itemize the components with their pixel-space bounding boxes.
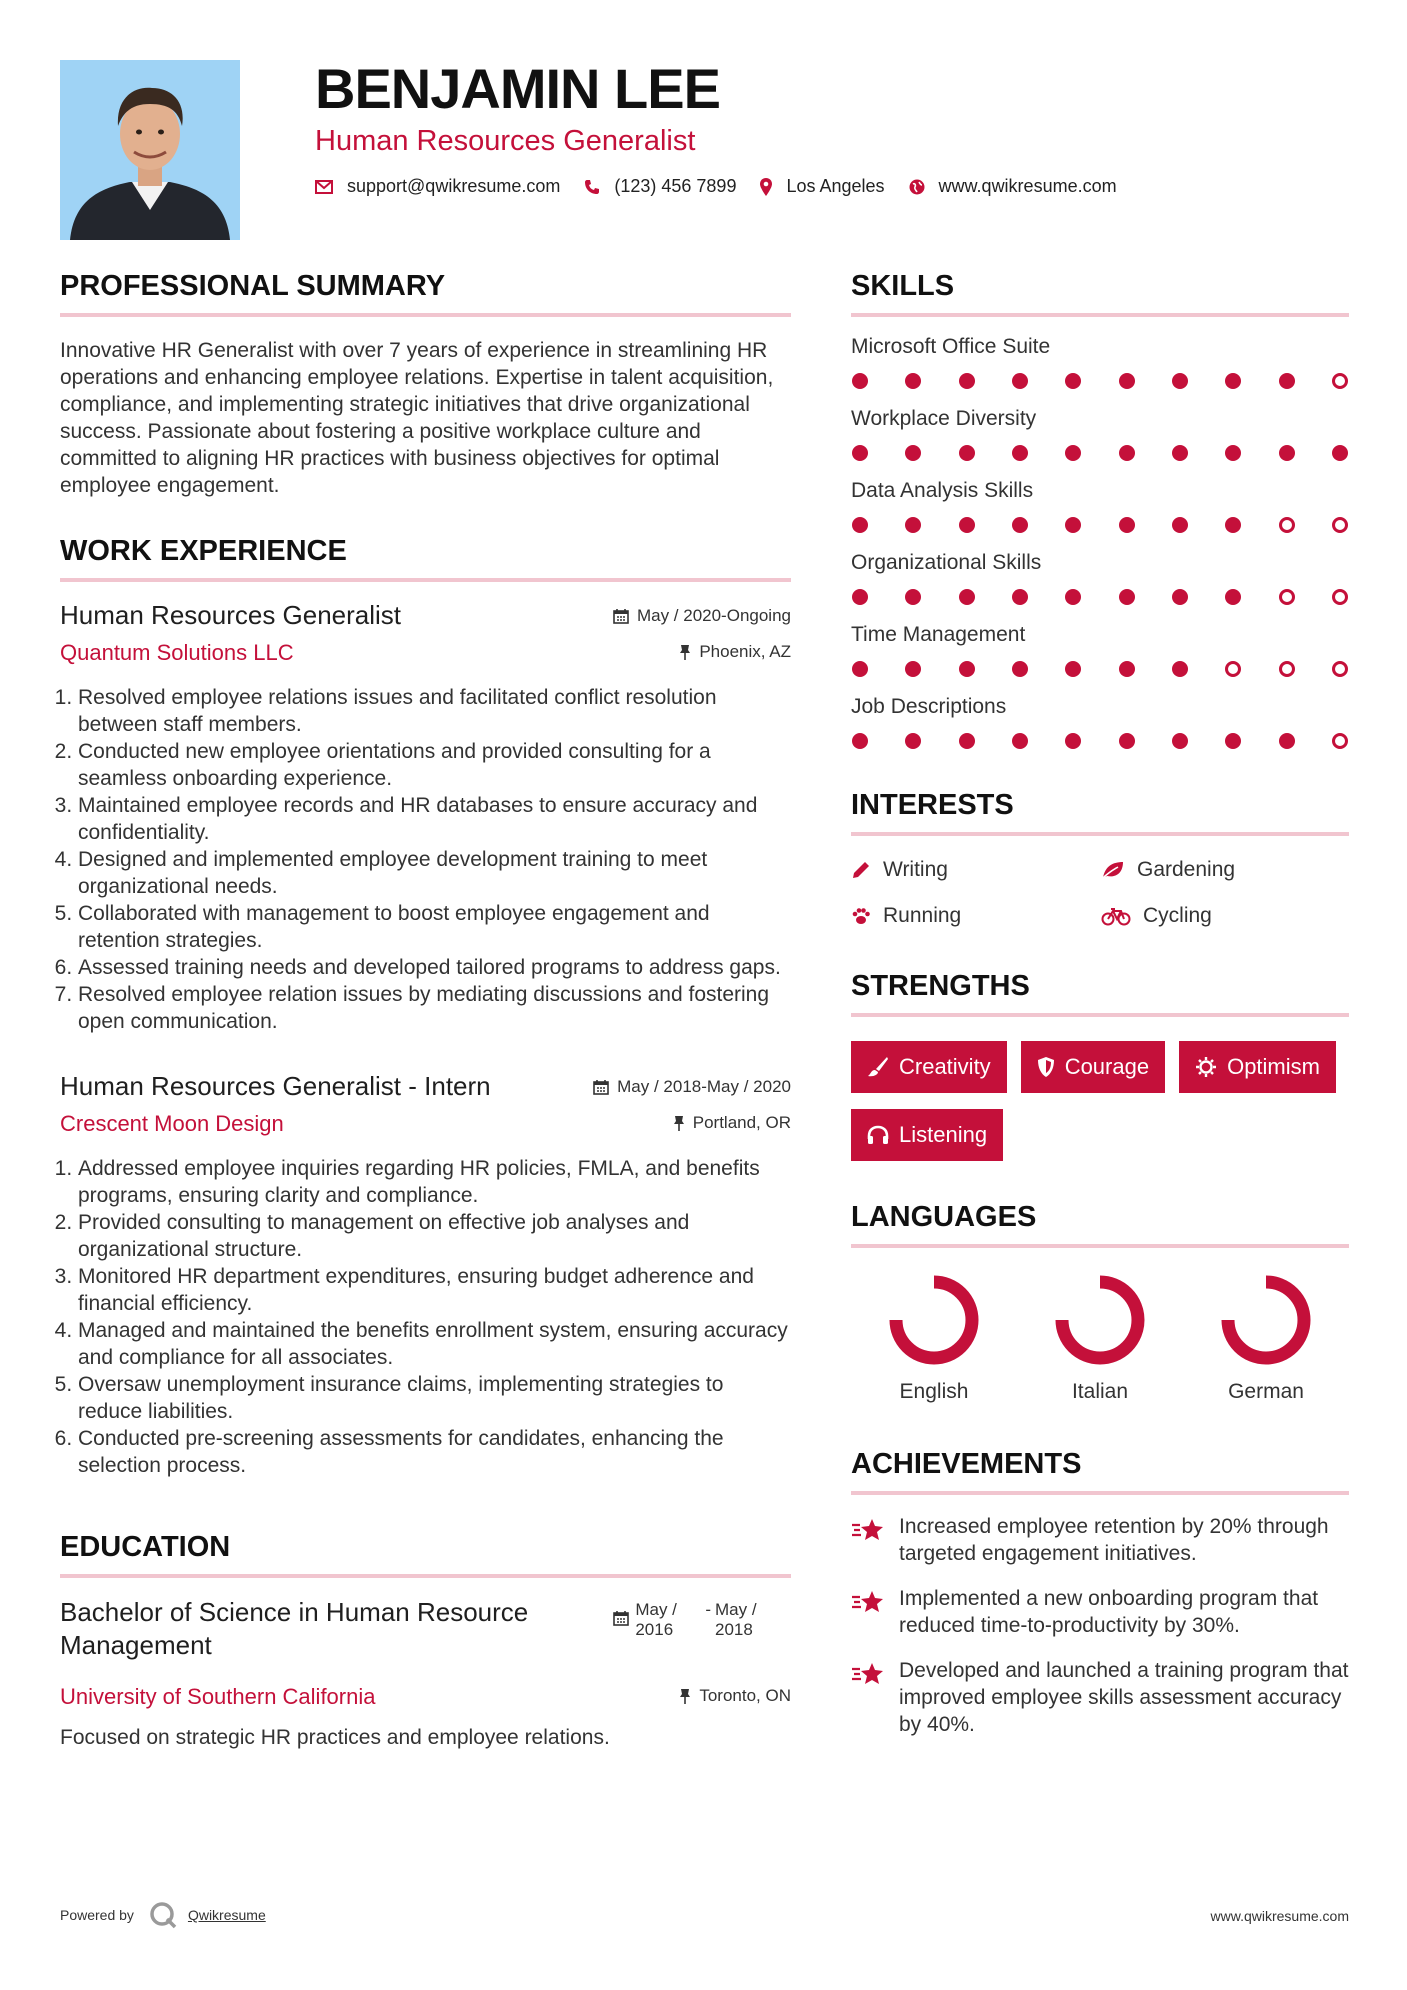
candidate-name: BENJAMIN LEE [315,57,720,120]
job-date [593,1077,791,1097]
rating-dot-empty [1279,661,1295,677]
rating-dot-filled [905,373,921,389]
skill-item [851,479,1349,533]
rating-dot-filled [852,589,868,605]
rating-dot-filled [1119,517,1135,533]
contact-phone[interactable] [584,176,736,197]
skills-heading: SKILLS [851,270,1349,317]
skill-item [851,335,1349,389]
strength-tag [851,1041,1007,1093]
map-pin-icon [760,178,772,196]
education-start-date: May / 2016 [635,1600,677,1639]
skill-name: Microsoft Office Suite [851,335,1051,358]
list-item: 4. Designed and implemented employee development training to meet organizational needs. [78,846,791,900]
rating-dot-filled [959,589,975,605]
rating-dot-empty [1332,589,1348,605]
rating-dot-filled [1172,445,1188,461]
strength-label: Creativity [899,1054,991,1079]
phone-icon [584,179,600,195]
skill-rating [851,661,1349,677]
headphones-icon [867,1125,889,1145]
rating-dot-filled [1279,733,1295,749]
interest-label: Gardening [1137,858,1236,881]
candidate-title: Human Resources Generalist [315,125,696,157]
phone-text: (123) 456 7899 [614,176,737,196]
rating-dot-filled [1065,589,1081,605]
strength-label: Listening [899,1122,988,1147]
job-company: Crescent Moon Design [60,1111,284,1136]
achievements-list [851,1513,1349,1738]
rating-dot-filled [959,373,975,389]
list-item: 6. Assessed training needs and developed tailored programs to address gaps. [78,954,791,981]
left-column [60,270,791,1750]
rating-dot-filled [959,517,975,533]
job-location-text: Portland, OR [692,1113,791,1132]
education-entry [60,1596,791,1726]
brand-link[interactable]: Qwikresume [187,1907,266,1923]
rating-dot-filled [1065,661,1081,677]
rating-dot-filled [1225,517,1241,533]
rating-dot-filled [1172,661,1188,677]
rating-dot-filled [1172,517,1188,533]
interest-item [1101,858,1351,882]
strengths-heading: STRENGTHS [851,970,1349,1017]
rating-dot-filled [905,517,921,533]
education-description: Focused on strategic HR practices and employee relations. [60,1726,610,1749]
job-location-text: Phoenix, AZ [699,642,791,661]
job-date [613,606,791,626]
rating-dot-filled [1332,445,1348,461]
interests-heading: INTERESTS [851,789,1349,836]
interest-label: Running [883,904,962,927]
rating-dot-filled [1172,733,1188,749]
pencil-icon [851,860,871,880]
paw-icon [851,906,871,926]
list-item: 3. Maintained employee records and HR databases to ensure accuracy and confidentiality. [78,792,791,846]
rating-dot-filled [959,661,975,677]
powered-by-text: Powered by [60,1907,134,1923]
rating-dot-filled [959,445,975,461]
envelope-icon [315,180,333,194]
calendar-icon [593,1079,609,1095]
contact-website[interactable] [909,176,1117,197]
footer-website[interactable]: www.qwikresume.com [1210,1908,1349,1924]
rating-dot-filled [1225,733,1241,749]
skill-item [851,551,1349,605]
rating-dot-empty [1279,517,1295,533]
language-name: English [899,1380,969,1403]
interest-item [851,858,1101,882]
rating-dot-filled [1119,589,1135,605]
job-location [673,1113,791,1133]
strength-tag [1179,1041,1336,1093]
sun-icon [1195,1056,1217,1078]
rating-dot-filled [1279,373,1295,389]
degree-title: Bachelor of Science in Human Resource Management [60,1597,529,1660]
job-entry [60,1071,791,1479]
list-item: 3. Monitored HR department expenditures, ensuring budget adherence and financial efficiency. [78,1263,791,1317]
achievements-heading: ACHIEVEMENTS [851,1448,1349,1495]
skill-rating [851,517,1349,533]
interest-item [851,904,1101,928]
list-item: 1. Addressed employee inquiries regarding HR policies, FMLA, and benefits programs, ensuring clarity and compliance. [78,1155,791,1209]
job-location [679,642,791,662]
achievement-item [851,1657,1349,1738]
rating-dot-filled [852,445,868,461]
calendar-icon [613,608,629,624]
shooting-star-icon [851,1517,885,1543]
job-title: Human Resources Generalist - Intern [60,1071,491,1101]
shooting-star-icon [851,1589,885,1615]
leaf-icon [1101,860,1125,880]
languages-list [851,1272,1349,1404]
strength-tag [1021,1041,1165,1093]
school-name: University of Southern California [60,1684,376,1709]
rating-dot-empty [1225,661,1241,677]
job-duties [60,684,791,1035]
paintbrush-icon [867,1056,889,1078]
skill-rating [851,733,1349,749]
email-text: support@qwikresume.com [347,176,561,196]
rating-dot-filled [852,661,868,677]
rating-dot-filled [1012,373,1028,389]
globe-icon [909,179,925,195]
bicycle-icon [1101,906,1131,926]
rating-dot-filled [1225,445,1241,461]
contact-email[interactable] [315,176,560,197]
education-location-text: Toronto, ON [699,1686,791,1705]
list-item: 7. Resolved employee relation issues by mediating discussions and fostering open communication. [78,981,791,1035]
rating-dot-filled [1172,373,1188,389]
skills-list [851,335,1349,749]
skill-name: Time Management [851,623,1026,646]
calendar-icon [613,1610,629,1626]
interest-label: Cycling [1143,904,1212,927]
skill-name: Organizational Skills [851,551,1042,574]
rating-dot-filled [852,373,868,389]
contact-bar [315,176,1141,197]
qwikresume-logo-icon [148,1900,178,1930]
language-item [1183,1272,1349,1404]
rating-dot-filled [1065,517,1081,533]
languages-heading: LANGUAGES [851,1201,1349,1248]
education-end-date: May / 2018 [715,1600,757,1639]
right-column [851,270,1349,1738]
rating-dot-filled [1119,445,1135,461]
rating-dot-filled [1012,661,1028,677]
language-gauge [1052,1272,1148,1368]
summary-heading: PROFESSIONAL SUMMARY [60,270,791,317]
list-item: 5. Oversaw unemployment insurance claims, implementing strategies to reduce liabilities. [78,1371,791,1425]
job-date-text: May / 2020-Ongoing [636,606,791,625]
rating-dot-empty [1332,661,1348,677]
summary-text: Innovative HR Generalist with over 7 years of experience in streamlining HR operations and enhancing employee relations. Expertise in talent acquisition, compliance, and implementing strategic initiatives that drive organizational success. Passionate about fostering a positive workplace culture and committed to aligning HR practices with business objectives for optimal employee engagement. [60,339,774,497]
list-item: 4. Managed and maintained the benefits enrollment system, ensuring accuracy and compliance for all associates. [78,1317,791,1371]
job-title: Human Resources Generalist [60,600,402,630]
language-name: German [1228,1380,1304,1403]
job-entry [60,600,791,1035]
education-heading: EDUCATION [60,1531,791,1578]
rating-dot-filled [1012,445,1028,461]
achievement-text: Implemented a new onboarding program that reduced time-to-productivity by 30%. [899,1587,1319,1637]
strengths-list [851,1041,1349,1161]
education-date: May / 2016 - May / 2018 [613,1600,771,1640]
list-item: 6. Conducted pre-screening assessments for candidates, enhancing the selection process. [78,1425,791,1479]
profile-photo [60,60,240,240]
language-gauge-arc [896,1282,972,1358]
achievement-text: Increased employee retention by 20% through targeted engagement initiatives. [899,1515,1329,1565]
rating-dot-filled [905,733,921,749]
rating-dot-filled [1012,733,1028,749]
interest-label: Writing [883,858,948,881]
skill-name: Workplace Diversity [851,407,1037,430]
rating-dot-filled [905,445,921,461]
rating-dot-filled [1119,661,1135,677]
interest-item [1101,904,1351,928]
skill-rating [851,373,1349,389]
pushpin-icon [673,1115,685,1131]
list-item: 5. Collaborated with management to boost employee engagement and retention strategies. [78,900,791,954]
rating-dot-filled [1225,373,1241,389]
rating-dot-empty [1332,517,1348,533]
rating-dot-filled [1065,733,1081,749]
rating-dot-filled [1119,373,1135,389]
strength-label: Courage [1064,1054,1150,1079]
rating-dot-empty [1332,733,1348,749]
rating-dot-filled [1279,445,1295,461]
skill-name: Data Analysis Skills [851,479,1034,502]
list-item: 1. Resolved employee relations issues and facilitated conflict resolution between staff members. [78,684,791,738]
rating-dot-filled [1065,445,1081,461]
experience-heading: WORK EXPERIENCE [60,535,791,582]
education-location [679,1686,791,1706]
language-gauge-arc [1228,1282,1304,1358]
language-gauge [1218,1272,1314,1368]
shield-icon [1037,1056,1055,1078]
rating-dot-filled [1119,733,1135,749]
pushpin-icon [679,644,691,660]
location-text: Los Angeles [786,176,885,196]
strength-label: Optimism [1227,1054,1320,1079]
language-gauge [886,1272,982,1368]
skill-name: Job Descriptions [851,695,1007,718]
skill-rating [851,445,1349,461]
achievement-item [851,1513,1349,1567]
rating-dot-empty [1279,589,1295,605]
skill-rating [851,589,1349,605]
contact-location [760,176,884,197]
shooting-star-icon [851,1661,885,1687]
strength-tag [851,1109,1003,1161]
avatar [60,60,240,240]
job-duties [60,1155,791,1479]
skill-item [851,623,1349,677]
skill-item [851,407,1349,461]
language-name: Italian [1071,1380,1129,1403]
achievement-text: Developed and launched a training program that improved employee skills assessment accuracy by 40%. [899,1659,1349,1736]
language-item [851,1272,1017,1404]
website-text: www.qwikresume.com [938,176,1117,196]
rating-dot-filled [905,589,921,605]
job-company: Quantum Solutions LLC [60,640,294,665]
rating-dot-empty [1332,373,1348,389]
rating-dot-filled [959,733,975,749]
interests-list [851,858,1349,928]
rating-dot-filled [1012,589,1028,605]
job-date-text: May / 2018-May / 2020 [617,1077,791,1096]
rating-dot-filled [1012,517,1028,533]
rating-dot-filled [1225,589,1241,605]
language-item [1017,1272,1183,1404]
list-item: 2. Provided consulting to management on effective job analyses and organizational structure. [78,1209,791,1263]
skill-item [851,695,1349,749]
footer-powered-by [60,1900,266,1930]
language-gauge-arc [1062,1282,1138,1358]
rating-dot-filled [1065,373,1081,389]
pushpin-icon [679,1688,691,1704]
achievement-item [851,1585,1349,1639]
rating-dot-filled [1172,589,1188,605]
rating-dot-filled [852,517,868,533]
rating-dot-filled [852,733,868,749]
rating-dot-filled [905,661,921,677]
list-item: 2. Conducted new employee orientations and provided consulting for a seamless onboarding experience. [78,738,791,792]
